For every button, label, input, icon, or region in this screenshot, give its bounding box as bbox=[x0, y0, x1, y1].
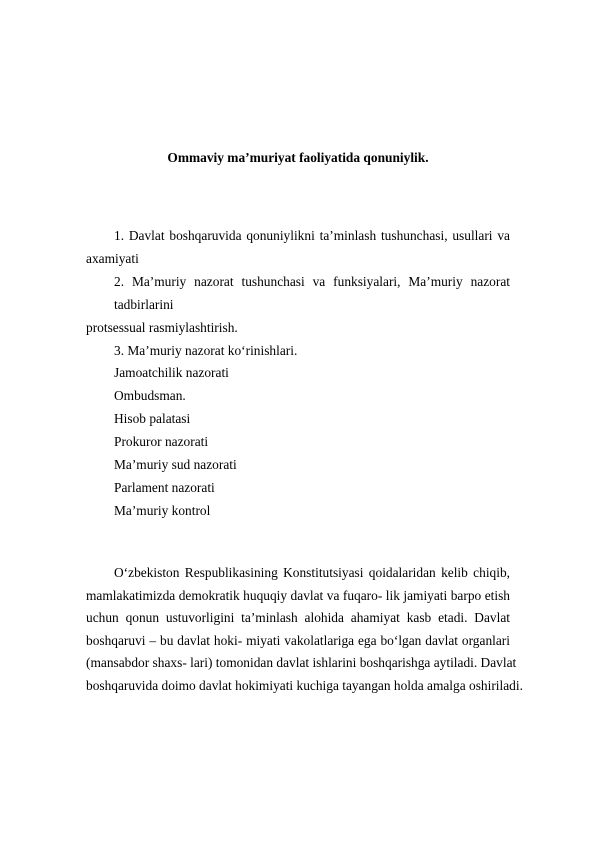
outline-item: 1. Davlat boshqaruvida qonuniylikni ta’minlash tushunchasi, usullari va bbox=[114, 228, 510, 243]
outline-item-continuation: axamiyati bbox=[86, 250, 139, 266]
outline-subitem: Prokuror nazorati bbox=[114, 434, 209, 450]
paragraph-line: (mansabdor shaxs- lari) tomonidan davlat ishlarini boshqarishga aytiladi. Davlat bbox=[86, 655, 517, 671]
topic-outline bbox=[86, 225, 510, 523]
outline-subitem: Jamoatchilik nazorati bbox=[114, 365, 229, 381]
paragraph-line: boshqaruvida doimo davlat hokimiyati kuchiga tayangan holda amalga oshiriladi. bbox=[86, 677, 523, 693]
outline-subitem: Ma’muriy kontrol bbox=[114, 502, 211, 518]
outline-item: 3. Ma’muriy nazorat ko‘rinishlari. bbox=[114, 342, 298, 358]
outline-item-continuation: protsessual rasmiylashtirish. bbox=[86, 319, 238, 335]
document-title: Ommaviy ma’muriyat faoliyatida qonuniylik. bbox=[167, 150, 429, 165]
body-paragraph bbox=[86, 562, 523, 698]
paragraph-line: uchun qonun ustuvorligini ta’minlash alohida ahamiyat kasb etadi. Davlat bbox=[86, 610, 510, 626]
paragraph-line: boshqaruvi – bu davlat hoki- miyati vakolatlariga ega bo‘lgan davlat organlari bbox=[86, 632, 510, 648]
outline-subitem: Parlament nazorati bbox=[114, 479, 215, 495]
paragraph-line: O‘zbekiston Respublikasining Konstitutsiyasi qoidalaridan kelib chiqib, bbox=[114, 565, 510, 580]
outline-item: 2. Ma’muriy nazorat tushunchasi va funksiyalari, Ma’muriy nazorat tadbirlarini bbox=[114, 273, 510, 312]
paragraph-line: mamlakatimizda demokratik huquqiy davlat va fuqaro- lik jamiyati barpo etish bbox=[86, 587, 510, 603]
outline-subitem: Hisob palatasi bbox=[114, 411, 191, 427]
outline-subitem: Ma’muriy sud nazorati bbox=[114, 457, 237, 473]
outline-subitem: Ombudsman. bbox=[114, 388, 186, 404]
